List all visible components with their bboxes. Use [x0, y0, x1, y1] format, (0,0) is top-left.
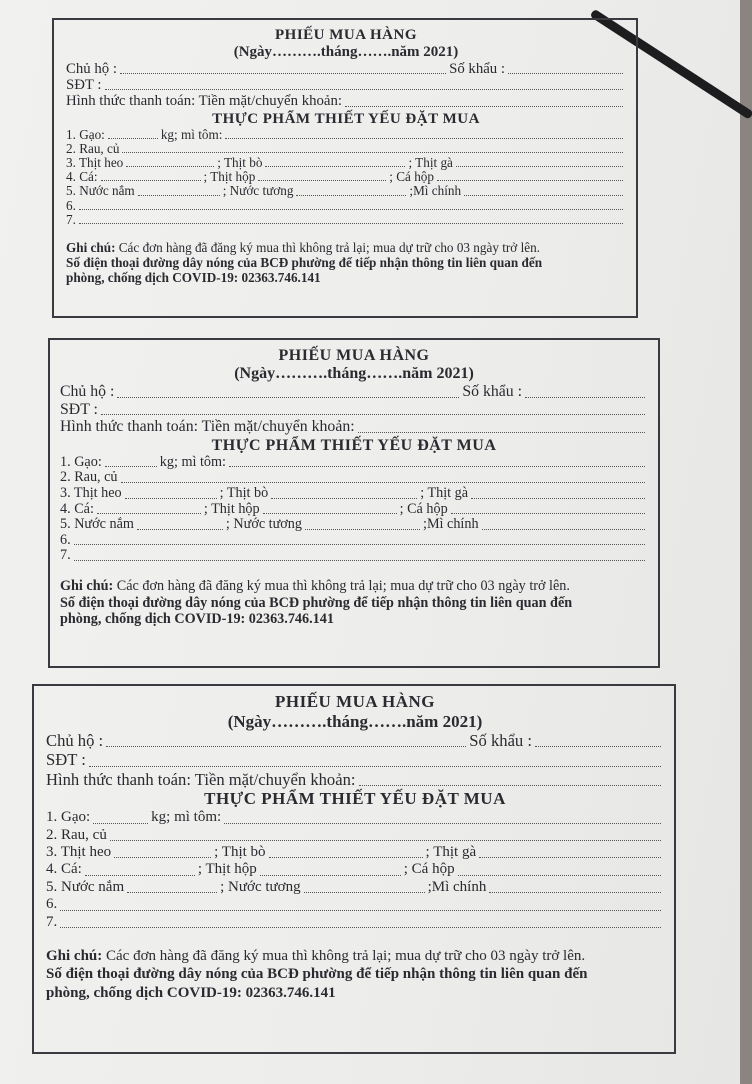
item-row-3 — [46, 844, 664, 861]
item-7-field[interactable] — [79, 223, 623, 224]
note-line-1: Ghi chú: Các đơn hàng đã đăng ký mua thì không trả lại; mua dự trữ cho 03 ngày trở lên. — [46, 948, 586, 965]
household-size-label: Số khẩu : — [469, 731, 532, 750]
item-row-7 — [60, 548, 648, 564]
phone-field[interactable] — [89, 766, 661, 767]
msg-field[interactable] — [464, 195, 623, 196]
fish-sauce-label: 5. Nước nắm — [46, 878, 125, 895]
section-title: THỰC PHẨM THIẾT YẾU ĐẶT MUA — [212, 110, 480, 127]
rice-field[interactable] — [93, 823, 148, 824]
vegetable-field[interactable] — [110, 840, 661, 841]
item-row-5 — [66, 184, 626, 198]
payment-row — [60, 418, 648, 436]
pork-label: 3. Thịt heo — [46, 844, 112, 861]
note-line-1: Ghi chú: Các đơn hàng đã đăng ký mua thì không trả lại; mua dự trữ cho 03 ngày trở lên. — [66, 240, 540, 256]
canned-meat-label: ; Thịt hộp — [203, 500, 260, 517]
canned-meat-label: ; Thịt hộp — [197, 861, 257, 878]
msg-label: ;Mì chính — [423, 516, 479, 533]
item-row-7 — [66, 213, 626, 227]
vegetable-field[interactable] — [121, 482, 645, 483]
owner-field[interactable] — [106, 746, 466, 747]
beef-label: ; Thịt bò — [217, 155, 263, 171]
note-block — [46, 947, 664, 1002]
item-7-label: 7. — [60, 547, 71, 564]
item-row-2 — [60, 470, 648, 486]
rice-field[interactable] — [105, 466, 157, 467]
pork-label: 3. Thịt heo — [66, 155, 124, 171]
item-7-label: 7. — [46, 913, 58, 930]
phone-field[interactable] — [101, 414, 645, 415]
fish-sauce-label: 5. Nước nắm — [60, 516, 134, 533]
soy-sauce-label: ; Nước tương — [222, 183, 294, 199]
item-6-field[interactable] — [74, 544, 645, 545]
beef-label: ; Thịt bò — [214, 844, 266, 861]
household-size-field[interactable] — [525, 397, 645, 398]
soy-sauce-field[interactable] — [304, 892, 425, 893]
fish-sauce-field[interactable] — [127, 892, 217, 893]
purchase-form-1 — [52, 18, 638, 318]
item-6-field[interactable] — [60, 910, 661, 911]
canned-meat-field[interactable] — [263, 513, 397, 514]
form-date-line: (Ngày……….tháng…….năm 2021) — [233, 44, 459, 60]
fish-sauce-label: 5. Nước nắm — [66, 183, 135, 199]
canned-fish-field[interactable] — [458, 875, 661, 876]
item-row-4 — [66, 170, 626, 184]
canned-meat-field[interactable] — [258, 180, 386, 181]
canned-meat-label: ; Thịt hộp — [203, 169, 256, 185]
phone-row — [60, 401, 648, 419]
item-7-field[interactable] — [60, 927, 661, 928]
phone-label: SĐT : — [66, 77, 102, 94]
note-line-3: phòng, chống dịch COVID-19: 02363.746.141 — [66, 270, 321, 286]
noodle-field[interactable] — [229, 466, 645, 467]
chicken-label: ; Thịt gà — [420, 484, 469, 501]
fish-label: 4. Cá: — [60, 500, 94, 517]
msg-field[interactable] — [489, 892, 661, 893]
beef-field[interactable] — [271, 498, 417, 499]
item-row-3 — [60, 486, 648, 502]
note-line-2: Số điện thoại đường dây nóng của BCĐ phường để tiếp nhận thông tin liên quan đến — [46, 966, 588, 983]
beef-label: ; Thịt bò — [219, 484, 269, 501]
payment-row — [66, 93, 626, 109]
note-line-1: Ghi chú: Các đơn hàng đã đăng ký mua thì không trả lại; mua dự trữ cho 03 ngày trở lên. — [60, 577, 570, 594]
payment-field[interactable] — [345, 106, 623, 107]
item-row-4 — [46, 861, 664, 878]
vegetable-label: 2. Rau, củ — [60, 469, 118, 486]
owner-row — [46, 731, 664, 750]
chicken-field[interactable] — [471, 498, 645, 499]
noodle-field[interactable] — [224, 823, 661, 824]
payment-label: Hình thức thanh toán: Tiền mặt/chuyển khoản: — [60, 418, 355, 436]
item-row-1 — [60, 455, 648, 471]
chicken-label: ; Thịt gà — [425, 844, 477, 861]
rice-label: 1. Gạo: — [46, 809, 91, 826]
fish-sauce-field[interactable] — [137, 529, 223, 530]
vegetable-label: 2. Rau, củ — [66, 140, 120, 156]
household-size-field[interactable] — [508, 73, 623, 74]
phone-row — [46, 750, 664, 769]
payment-label: Hình thức thanh toán: Tiền mặt/chuyển khoản: — [66, 93, 342, 110]
note-block — [66, 240, 626, 286]
item-row-1 — [46, 809, 664, 826]
rice-label: 1. Gạo: — [66, 126, 105, 142]
fish-field[interactable] — [85, 875, 195, 876]
pork-field[interactable] — [126, 166, 214, 167]
noodle-label: kg; mì tôm: — [159, 453, 226, 470]
note-line-3: phòng, chống dịch COVID-19: 02363.746.141 — [46, 984, 336, 1001]
item-row-6 — [66, 199, 626, 213]
beef-field[interactable] — [269, 857, 423, 858]
noodle-label: kg; mì tôm: — [160, 126, 223, 142]
pork-field[interactable] — [125, 498, 217, 499]
item-row-1 — [66, 128, 626, 142]
form-date-line: (Ngày……….tháng…….năm 2021) — [234, 365, 474, 382]
canned-fish-label: ; Cá hộp — [389, 169, 434, 185]
beef-field[interactable] — [265, 166, 405, 167]
chicken-label: ; Thịt gà — [408, 155, 453, 171]
item-row-3 — [66, 156, 626, 170]
canned-fish-field[interactable] — [437, 180, 623, 181]
owner-field[interactable] — [117, 397, 459, 398]
payment-field[interactable] — [358, 432, 645, 433]
item-row-2 — [46, 827, 664, 844]
fish-sauce-field[interactable] — [138, 195, 220, 196]
household-size-field[interactable] — [535, 746, 661, 747]
noodle-field[interactable] — [225, 138, 623, 139]
item-row-5 — [60, 517, 648, 533]
fish-field[interactable] — [97, 513, 201, 514]
item-row-4 — [60, 502, 648, 518]
form-title: PHIẾU MUA HÀNG — [278, 347, 430, 364]
household-size-label: Số khẩu : — [462, 383, 522, 400]
owner-field[interactable] — [120, 73, 446, 74]
chicken-field[interactable] — [479, 857, 661, 858]
form-title: PHIẾU MUA HÀNG — [275, 692, 435, 711]
msg-label: ;Mì chính — [427, 878, 487, 895]
note-line-2: Số điện thoại đường dây nóng của BCĐ phường để tiếp nhận thông tin liên quan đến — [66, 255, 543, 271]
payment-row — [46, 770, 664, 789]
item-6-label: 6. — [46, 896, 58, 913]
soy-sauce-label: ; Nước tương — [225, 516, 302, 533]
soy-sauce-label: ; Nước tương — [220, 878, 301, 895]
phone-field[interactable] — [105, 89, 624, 90]
owner-row — [60, 383, 648, 401]
soy-sauce-field[interactable] — [305, 529, 420, 530]
item-row-2 — [66, 142, 626, 156]
canned-fish-field[interactable] — [451, 513, 645, 514]
owner-label: Chủ hộ : — [66, 61, 117, 77]
canned-meat-field[interactable] — [260, 875, 401, 876]
pork-label: 3. Thịt heo — [60, 484, 122, 501]
owner-label: Chủ hộ : — [60, 383, 115, 400]
vegetable-label: 2. Rau, củ — [46, 826, 107, 843]
item-6-field[interactable] — [79, 209, 623, 210]
item-row-6 — [46, 896, 664, 913]
phone-row — [66, 77, 626, 93]
item-6-label: 6. — [60, 531, 71, 548]
msg-label: ;Mì chính — [409, 183, 462, 199]
phone-label: SĐT : — [46, 750, 86, 770]
noodle-label: kg; mì tôm: — [151, 809, 222, 826]
soy-sauce-field[interactable] — [296, 195, 406, 196]
purchase-form-2 — [48, 338, 660, 668]
note-line-3: phòng, chống dịch COVID-19: 02363.746.141 — [60, 611, 334, 628]
phone-label: SĐT : — [60, 400, 98, 418]
payment-label: Hình thức thanh toán: Tiền mặt/chuyển khoản: — [46, 769, 356, 789]
item-6-label: 6. — [66, 197, 76, 213]
note-block — [60, 578, 648, 628]
canned-fish-label: ; Cá hộp — [403, 861, 455, 878]
item-row-7 — [46, 914, 664, 931]
item-row-5 — [46, 879, 664, 896]
note-line-2: Số điện thoại đường dây nóng của BCĐ phường để tiếp nhận thông tin liên quan đến — [60, 594, 573, 611]
form-title: PHIẾU MUA HÀNG — [275, 27, 417, 43]
item-row-6 — [60, 533, 648, 549]
canned-fish-label: ; Cá hộp — [399, 500, 448, 517]
owner-row — [66, 61, 626, 77]
fish-field[interactable] — [101, 180, 201, 181]
chicken-field[interactable] — [456, 166, 623, 167]
fish-label: 4. Cá: — [66, 169, 98, 185]
msg-field[interactable] — [482, 529, 645, 530]
household-size-label: Số khẩu : — [449, 61, 505, 77]
item-7-label: 7. — [66, 211, 76, 227]
rice-label: 1. Gạo: — [60, 453, 102, 470]
fish-label: 4. Cá: — [46, 861, 82, 878]
payment-field[interactable] — [359, 785, 662, 786]
form-date-line: (Ngày……….tháng…….năm 2021) — [227, 712, 483, 731]
owner-label: Chủ hộ : — [46, 731, 104, 750]
purchase-form-3 — [32, 684, 676, 1054]
section-title: THỰC PHẨM THIẾT YẾU ĐẶT MUA — [204, 789, 506, 809]
vegetable-field[interactable] — [122, 152, 623, 153]
section-title: THỰC PHẨM THIẾT YẾU ĐẶT MUA — [211, 436, 497, 454]
rice-field[interactable] — [108, 138, 158, 139]
pork-field[interactable] — [114, 857, 211, 858]
item-7-field[interactable] — [74, 560, 645, 561]
